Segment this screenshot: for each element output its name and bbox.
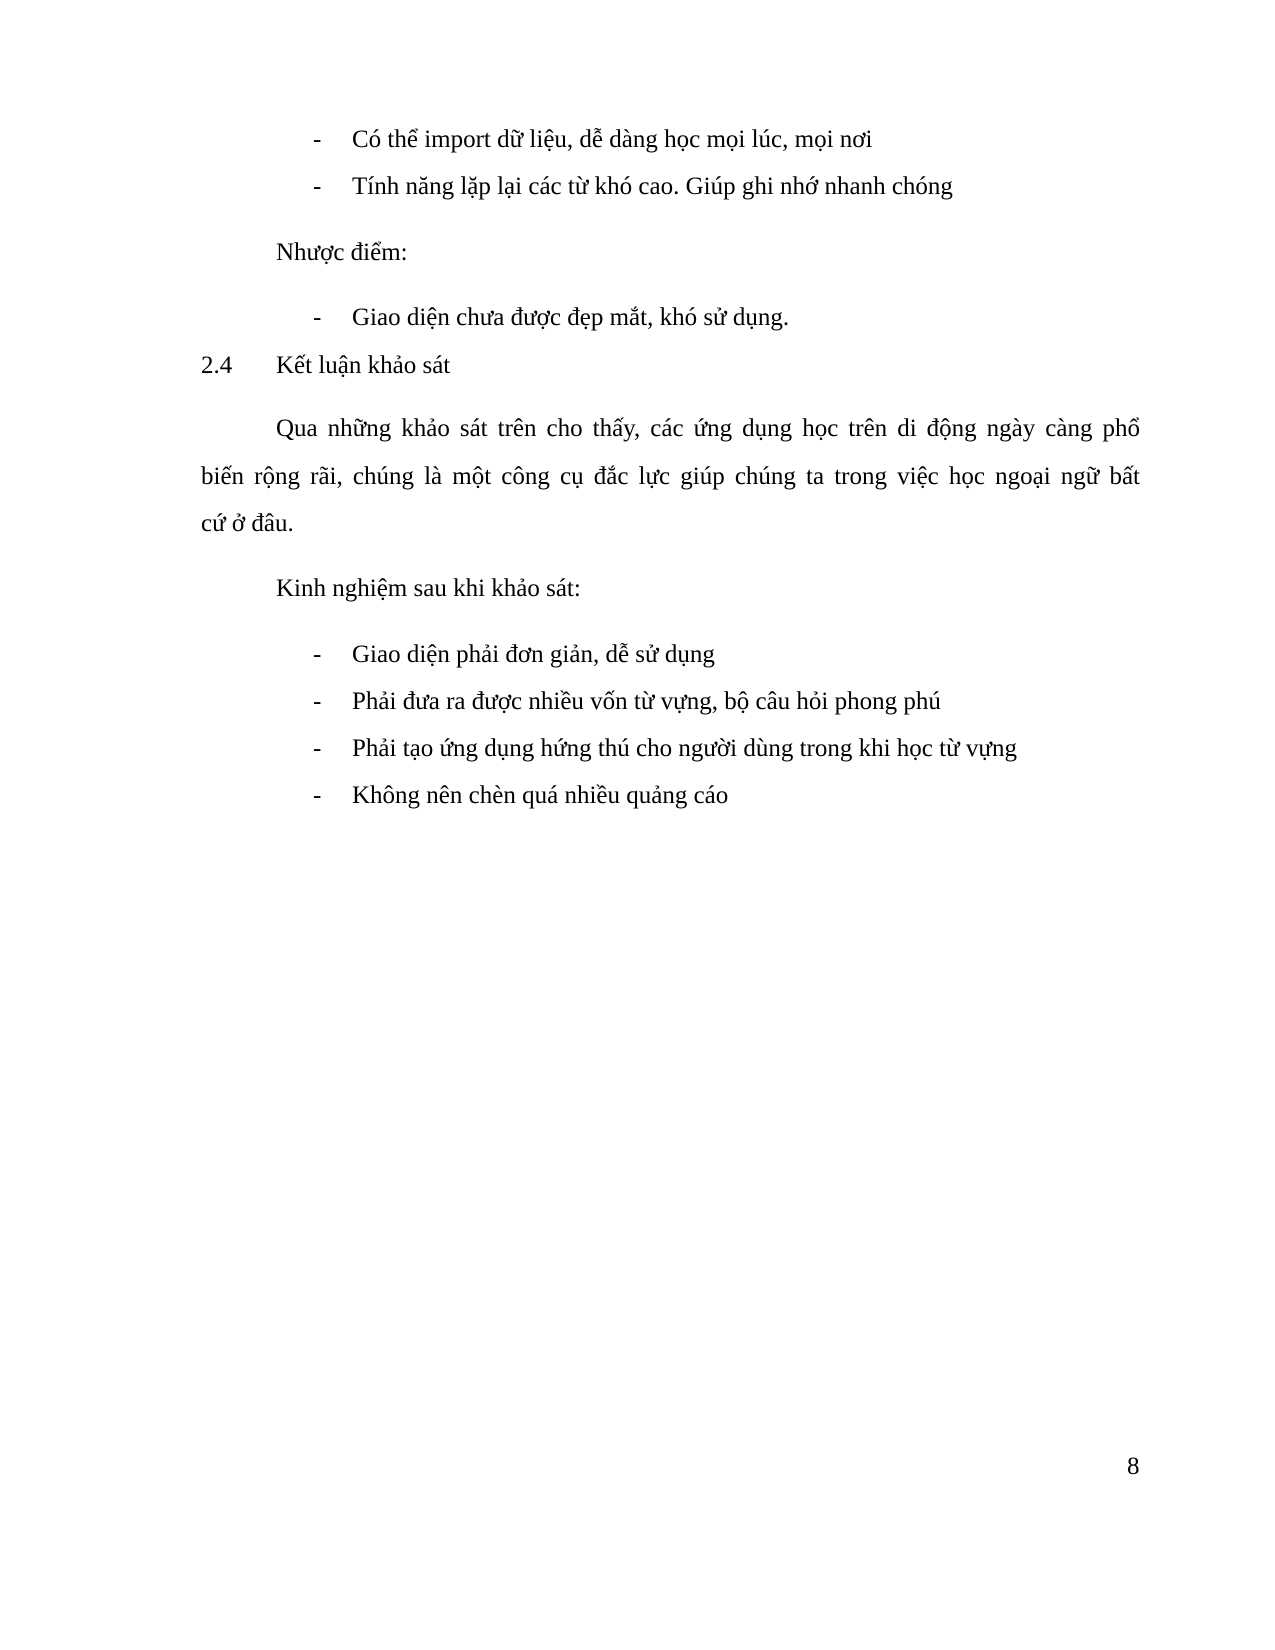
disadvantages-heading: Nhược điểm: (276, 239, 408, 266)
paragraph-line: Qua những khảo sát trên cho thấy, các ứng dụng học trên di động ngày càng phổ (276, 415, 1140, 442)
bullet-dash: - (313, 735, 322, 762)
section-title: Kết luận khảo sát (276, 352, 451, 379)
paragraph-line: biến rộng rãi, chúng là một công cụ đắc lực giúp chúng ta trong việc học ngoại ngữ bất (201, 463, 1140, 490)
experience-heading: Kinh nghiệm sau khi khảo sát: (276, 575, 581, 602)
bullet-dash: - (313, 173, 322, 200)
bullet-dash: - (313, 641, 322, 668)
paragraph-line: cứ ở đâu. (201, 510, 294, 537)
bullet-dash: - (313, 304, 322, 331)
bullet-dash: - (313, 688, 322, 715)
list-item-text: Phải đưa ra được nhiều vốn từ vựng, bộ câu hỏi phong phú (352, 688, 941, 715)
list-item-text: Có thể import dữ liệu, dễ dàng học mọi lúc, mọi nơi (352, 126, 873, 153)
list-item-text: Phải tạo ứng dụng hứng thú cho người dùng trong khi học từ vựng (352, 735, 1017, 762)
page-number: 8 (1127, 1453, 1140, 1480)
list-item-text: Giao diện chưa được đẹp mắt, khó sử dụng. (352, 304, 790, 331)
section-number: 2.4 (201, 352, 233, 379)
list-item-text: Không nên chèn quá nhiều quảng cáo (352, 782, 729, 809)
bullet-dash: - (313, 782, 322, 809)
list-item-text: Giao diện phải đơn giản, dễ sử dụng (352, 641, 715, 668)
list-item-text: Tính năng lặp lại các từ khó cao. Giúp ghi nhớ nhanh chóng (352, 173, 953, 200)
bullet-dash: - (313, 126, 322, 153)
